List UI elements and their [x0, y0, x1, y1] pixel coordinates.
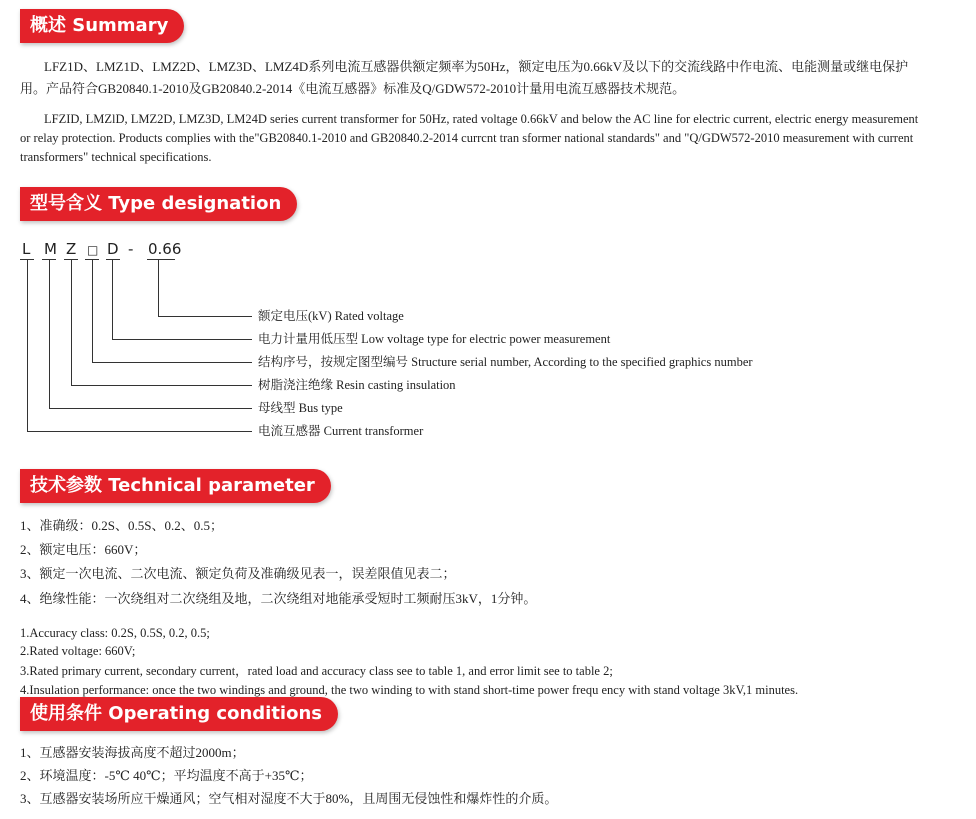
type-designation-heading: 型号含义 Type designation [20, 187, 297, 221]
code-letter-m: M [44, 240, 57, 258]
operating-item-3: 3、互感器安装场所应干燥通风；空气相对湿度不大于80%，且周围无侵蚀性和爆炸性的介质。 [20, 791, 558, 806]
underline-d [106, 259, 120, 260]
designation-rated-voltage: 额定电压(kV) Rated voltage [258, 309, 404, 323]
code-letter-z: Z [66, 240, 77, 258]
designation-resin-insulation: 树脂浇注绝缘 Resin casting insulation [258, 378, 456, 392]
operating-heading: 使用条件 Operating conditions [20, 697, 338, 731]
designation-low-voltage-type: 电力计量用低压型 Low voltage type for electric power measurement [258, 332, 611, 346]
connector-voltage-h [158, 316, 252, 317]
tech-cn-item-4: 4、绝缘性能：一次绕组对二次绕组及地，二次绕组对地能承受短时工频耐压3kV，1分钟。 [20, 591, 537, 606]
tech-cn-item-2: 2、额定电压：660V； [20, 542, 147, 557]
connector-voltage-v [158, 260, 159, 316]
underline-voltage [147, 259, 175, 260]
technical-heading: 技术参数 Technical parameter [20, 469, 331, 503]
connector-m-h [49, 408, 252, 409]
summary-en-text: LFZID, LMZlD, LMZ2D, LMZ3D, LM24D series current transformer for 50Hz, rated voltage 0.66kV and below the AC line for electric current, electric energy measurement or relay protection. Products complies with the"GB20840.1-2010 and GB20840.2-2014 currcnt tran sformer national standards" and "Q/GDW572-2010 measurement with current transformers" technical specifications. [20, 112, 919, 164]
connector-serial-v [92, 260, 93, 362]
operating-item-1: 1、互感器安装海拔高度不超过2000m； [20, 745, 245, 760]
designation-structure-serial: 结构序号，按规定图型编号 Structure serial number, According to the specified graphics number [258, 355, 753, 369]
connector-serial-h [92, 362, 252, 363]
tech-en-item-1: 1.Accuracy class: 0.2S, 0.5S, 0.2, 0.5; [20, 626, 210, 640]
connector-d-v [112, 260, 113, 339]
connector-l-h [27, 431, 252, 432]
code-letter-serial: □ [87, 243, 99, 257]
tech-cn-item-3: 3、额定一次电流、二次电流、额定负荷及准确级见表一，误差限值见表二； [20, 566, 456, 581]
connector-d-h [112, 339, 252, 340]
designation-current-transformer: 电流互感器 Current transformer [258, 424, 424, 438]
designation-bus-type: 母线型 Bus type [258, 401, 343, 415]
connector-l-v [27, 260, 28, 431]
code-letter-l: L [22, 240, 31, 258]
code-dash: - [128, 240, 134, 258]
summary-cn-text: LFZ1D、LMZ1D、LMZ2D、LMZ3D、LMZ4D系列电流互感器供额定频率为50Hz，额定电压为0.66kV及以下的交流线路中作电流、电能测量或继电保护用。产品符合GB20840.1-2010及GB20840.2-2014《电流互感器》标准及Q/GDW572-2010计量用电流互感器技术规范。 [20, 59, 909, 96]
operating-item-2: 2、环境温度：-5℃ 40℃；平均温度不高于+35℃； [20, 768, 313, 783]
code-voltage: 0.66 [148, 240, 182, 258]
connector-m-v [49, 260, 50, 408]
tech-cn-item-1: 1、准确级：0.2S、0.5S、0.2、0.5； [20, 518, 223, 533]
connector-z-h [71, 385, 252, 386]
tech-en-item-4: 4.Insulation performance: once the two windings and ground, the two winding to with stand short-time power frequ ency with stand voltage 3kV,1 minutes. [20, 683, 799, 697]
tech-en-item-2: 2.Rated voltage: 660V; [20, 644, 136, 658]
summary-heading: 概述 Summary [20, 9, 184, 43]
tech-en-item-3: 3.Rated primary current, secondary current，rated load and accuracy class see to table 1, and error limit see to table 2; [20, 664, 613, 678]
connector-z-v [71, 260, 72, 385]
code-letter-d: D [107, 240, 119, 258]
